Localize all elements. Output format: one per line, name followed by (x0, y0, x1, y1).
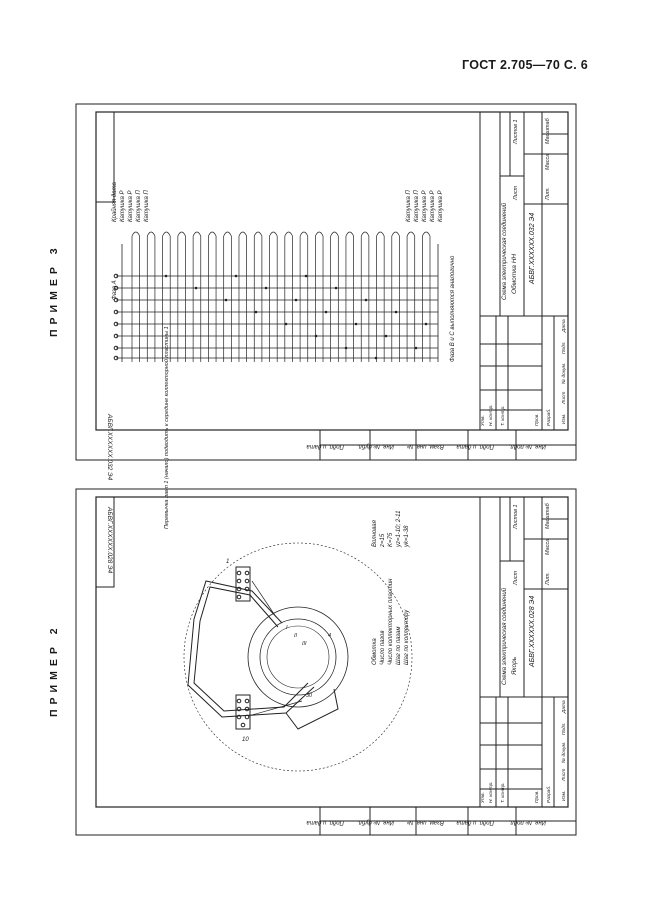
stamp-row-3-2: № докум. (562, 362, 567, 384)
winding-loop (285, 232, 293, 236)
junction-dot (315, 335, 318, 338)
stamp-row-2-1: Лист (562, 768, 567, 781)
coil-label-left-0: Крайняя дата (112, 182, 118, 222)
example-3-label: ПРИМЕР 3 (48, 243, 60, 337)
winding-loop (300, 232, 308, 236)
junction-dot (285, 323, 288, 326)
winding-loop (163, 232, 171, 236)
winding-loop (147, 232, 155, 236)
stamp-role-2-0: Разраб. (547, 785, 552, 803)
side-col-2-4: Инв. № дубл. (357, 819, 394, 825)
param-value-3: yz=1-10; 2-11 (396, 510, 402, 547)
mark-1: 1 (226, 559, 230, 565)
doc-name-2: Схема электрическая соединений (502, 588, 508, 685)
doc-name-3: Схема электрическая соединений (502, 203, 508, 300)
stamp-mass-2: Масса (545, 538, 551, 555)
stamp-row-3-3: Подп. (562, 341, 567, 354)
junction-dot (335, 287, 338, 290)
mark-30: 30 (306, 693, 313, 699)
phase-note: Фаза В и С выполняются аналогично (450, 255, 456, 362)
doc-code-3: АБВГ.ХХХХХХ.032 Э4 (106, 414, 113, 481)
stamp-scale-3: Масштаб (545, 118, 551, 144)
stamp-role-2-3: Н. контр. (489, 781, 494, 803)
coil-label-left-4: Катушка П (144, 190, 150, 222)
side-col-3: Взам. инв. № (406, 443, 444, 449)
doc-code-2: АБВГ.ХХХХХХ.028 Э4 (106, 507, 113, 574)
stamp-row-2-0: Изм. (562, 790, 567, 801)
title-block-2 (480, 497, 568, 807)
mark-4: 4 (328, 633, 332, 639)
stamp-role-2-2: Т. контр. (501, 782, 506, 803)
page-header: ГОСТ 2.705—70 С. 6 (462, 58, 588, 72)
junction-dot (225, 299, 228, 302)
title-block-3 (480, 112, 568, 430)
param-value-4: yk=1-38 (404, 525, 410, 547)
stamp-sheet-3: Лист (513, 185, 519, 200)
junction-dot (355, 323, 358, 326)
title-code-3: АБВГ.ХХХХХХ.032 Э4 (529, 212, 536, 284)
stamp-row-2-3: Подп. (562, 722, 567, 735)
coil-label-right-1: Катушка П (414, 190, 420, 222)
winding-loop (422, 232, 430, 236)
coil-label-left-2: Катушка Р (128, 190, 134, 222)
junction-dot (425, 323, 428, 326)
junction-dot (375, 357, 378, 360)
stamp-role-2-1: Пров. (535, 790, 540, 803)
junction-dot (195, 287, 198, 290)
title-code-2: АБВГ.ХХХХХХ.028 Э4 (529, 595, 536, 667)
stamp-role-3-1: Пров. (535, 413, 540, 426)
stamp-row-3-0: Изм. (562, 413, 567, 424)
stamp-mass-3: Масса (545, 153, 551, 170)
note-line: Перемычка ламп 1 (начало) подводить к середине коллекторной пластины 1 (164, 326, 170, 529)
winding-loop (377, 232, 385, 236)
junction-dot (345, 347, 348, 350)
stamp-role-3-3: Н. контр. (489, 404, 494, 426)
stamp-row-3-1: Лист (562, 391, 567, 404)
winding-loop (254, 232, 262, 236)
mark-II: II (294, 633, 298, 639)
param-label-1: Число пазов (380, 630, 386, 665)
junction-dot (385, 335, 388, 338)
mark-III: III (302, 641, 307, 647)
stamp-role-2-4: Утв. (481, 792, 486, 803)
winding-loop (132, 232, 140, 236)
junction-dot (415, 347, 418, 350)
winding-loop (346, 232, 354, 236)
winding-loop (224, 232, 232, 236)
stamp-row-3-4: Дата (562, 319, 567, 332)
stamp-scale-2: Масштаб (545, 503, 551, 529)
stamp-role-3-0: Разраб. (547, 408, 552, 426)
junction-dot (365, 299, 368, 302)
param-label-0: Обмотка (372, 638, 378, 665)
side-col-5: Подп. и дата (306, 443, 344, 449)
side-col-1: Инв. № подл. (508, 443, 546, 449)
param-value-0: Волновая (372, 520, 378, 547)
param-label-2: Число коллекторных пластин (388, 578, 394, 665)
stamp-lit-2: Лит. (545, 572, 551, 585)
coil-label-left-1: Катушка Р (120, 190, 126, 222)
coil-label-right-0: Катушка П (406, 190, 412, 222)
coil-label-right-3: Катушка Р (430, 190, 436, 222)
side-col-2: Подп. и дата (456, 443, 494, 449)
mark-10: 10 (242, 737, 249, 743)
junction-dot (395, 311, 398, 314)
stamp-row-2-4: Дата (562, 700, 567, 713)
example-3-drawing (76, 104, 576, 481)
junction-dot (165, 275, 168, 278)
winding-loop (392, 232, 400, 236)
junction-dot (295, 299, 298, 302)
side-col-4: Инв. № дубл. (357, 443, 394, 449)
winding-loop (331, 232, 339, 236)
winding-loop (361, 232, 369, 236)
winding-loop (193, 232, 201, 236)
junction-dot (305, 275, 308, 278)
object-name-2: Якорь (511, 656, 518, 675)
stamp-row-2-2: № докум. (562, 741, 567, 763)
param-value-1: z=15 (380, 533, 386, 547)
junction-dot (255, 311, 258, 314)
stamp-sheets-3: Листов 1 (513, 119, 519, 144)
object-name-3: Обмотка НН (511, 253, 518, 294)
example-3-sheet (76, 104, 576, 481)
winding-loop (178, 232, 186, 236)
stamp-lit-3: Лит. (545, 187, 551, 200)
winding-loop (270, 232, 278, 236)
param-label-4: Шаг по коллектору (404, 609, 410, 665)
side-col-2-5: Подп. и дата (306, 819, 344, 825)
junction-dot (265, 287, 268, 290)
stamp-sheet-2: Лист (513, 570, 519, 585)
winding-loop (315, 232, 323, 236)
side-col-2-3: Взам. инв. № (406, 819, 444, 825)
junction-dot (325, 311, 328, 314)
sheet-inner-frame (96, 497, 568, 807)
winding-loop (407, 232, 415, 236)
junction-dot (235, 275, 238, 278)
side-col-2-1: Инв. № подл. (508, 819, 546, 825)
example-2-label: ПРИМЕР 2 (48, 623, 60, 717)
winding-loop (239, 232, 247, 236)
stamp-role-3-2: Т. контр. (501, 405, 506, 426)
stamp-role-3-4: Утв. (481, 415, 486, 426)
winding-schematic-3 (114, 232, 438, 362)
coil-label-left-3: Катушка П (136, 190, 142, 222)
side-col-2-2: Подп. и дата (456, 819, 494, 825)
winding-loop (208, 232, 216, 236)
param-value-2: K=75 (388, 532, 394, 547)
coil-label-right-2: Катушка Р (422, 190, 428, 222)
stamp-sheets-2: Листов 1 (513, 504, 519, 529)
param-label-3: Шаг по пазам (396, 626, 402, 665)
coil-label-right-4: Катушка Р (438, 190, 444, 222)
mark-I: I (286, 625, 288, 631)
phase-label-a: Фаза А (112, 280, 118, 300)
